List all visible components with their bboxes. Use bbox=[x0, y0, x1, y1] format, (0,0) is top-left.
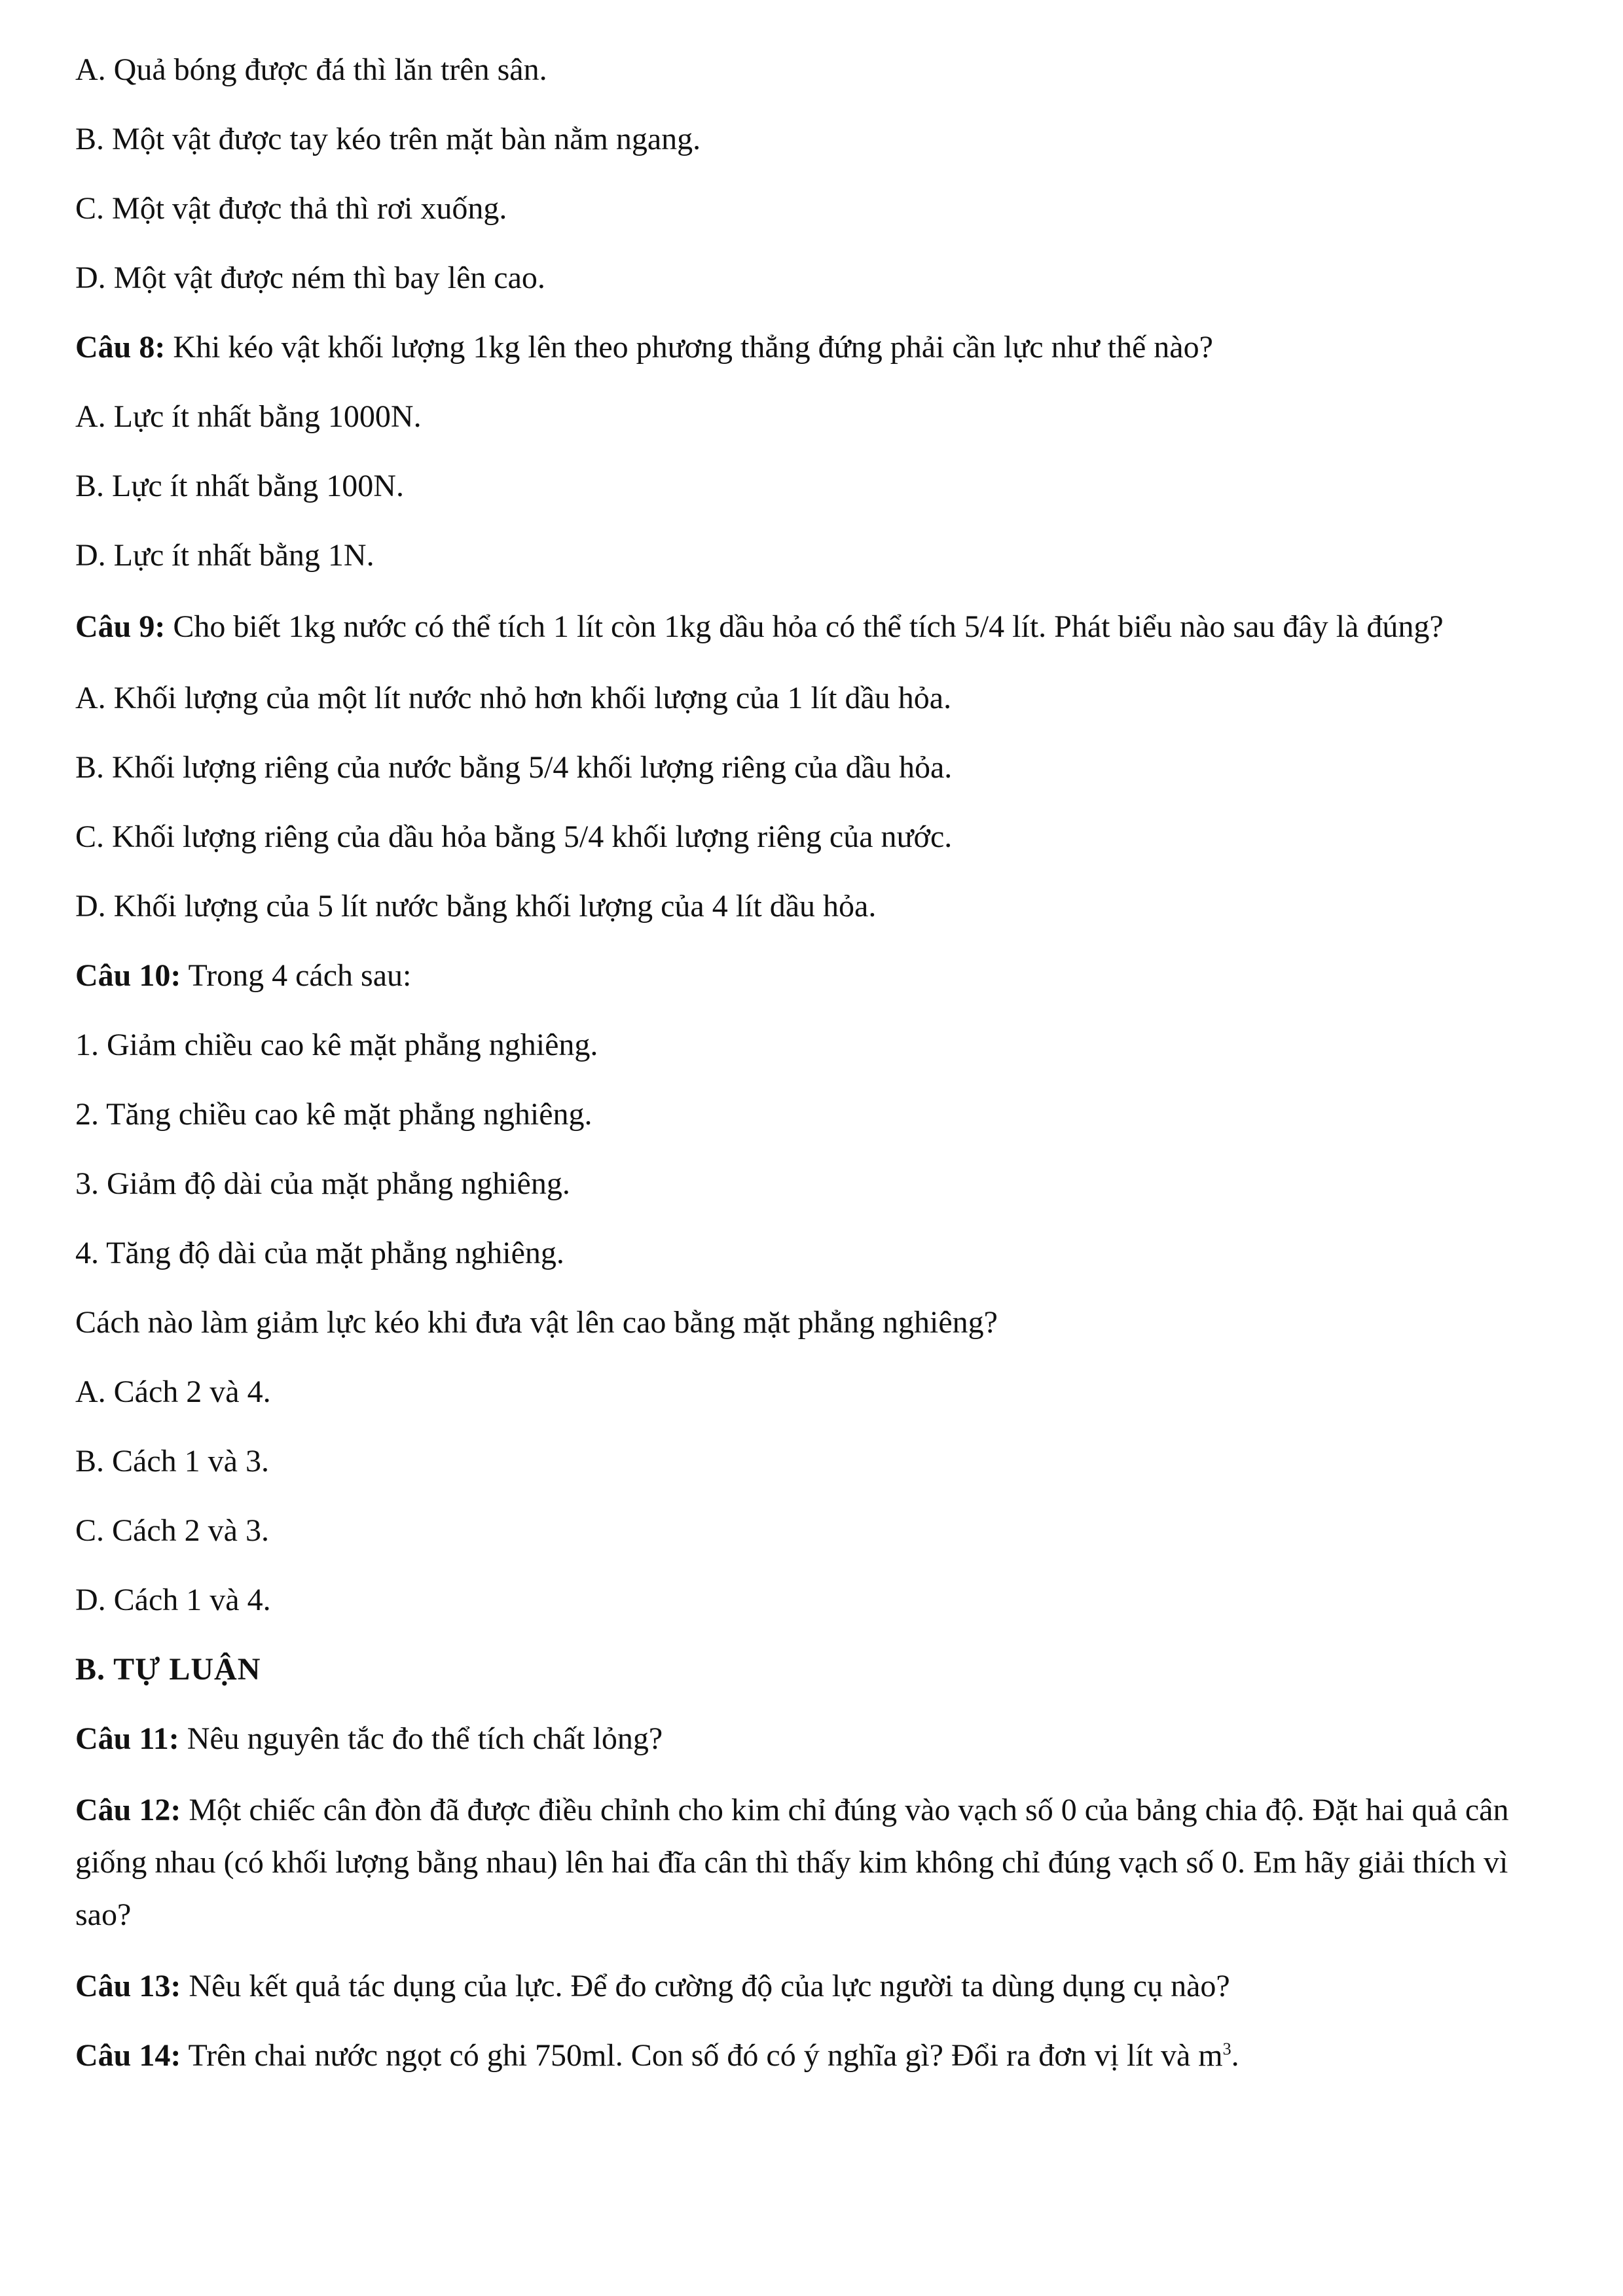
question-9-label: Câu 9: bbox=[75, 609, 166, 644]
q10-option-a: A. Cách 2 và 4. bbox=[75, 1374, 271, 1409]
question-11 bbox=[75, 1715, 1548, 1763]
question-14-end: . bbox=[1231, 2038, 1239, 2073]
question-9 bbox=[75, 601, 1548, 653]
question-8-text: Khi kéo vật khối lượng 1kg lên theo phương thẳng đứng phải cần lực như thế nào? bbox=[165, 330, 1213, 365]
q9-option-b: B. Khối lượng riêng của nước bằng 5/4 khối lượng riêng của dầu hỏa. bbox=[75, 750, 953, 785]
q10-option-b: B. Cách 1 và 3. bbox=[75, 1444, 269, 1479]
question-11-label: Câu 11: bbox=[75, 1721, 179, 1756]
question-10-text: Trong 4 cách sau: bbox=[181, 958, 412, 993]
q8-option-a: A. Lực ít nhất bằng 1000N. bbox=[75, 399, 422, 434]
q10-option-d: D. Cách 1 và 4. bbox=[75, 1583, 271, 1617]
q10-method-3: 3. Giảm độ dài của mặt phẳng nghiêng. bbox=[75, 1166, 570, 1201]
q9-option-a: A. Khối lượng của một lít nước nhỏ hơn khối lượng của 1 lít dầu hỏa. bbox=[75, 681, 952, 715]
section-b-heading: B. TỰ LUẬN bbox=[75, 1652, 261, 1687]
q10-method-2: 2. Tăng chiều cao kê mặt phẳng nghiêng. bbox=[75, 1097, 593, 1132]
question-14-label: Câu 14: bbox=[75, 2038, 181, 2073]
question-8 bbox=[75, 323, 1548, 372]
question-11-text: Nêu nguyên tắc đo thể tích chất lỏng? bbox=[179, 1721, 663, 1756]
document-page bbox=[75, 46, 1548, 2101]
question-13-label: Câu 13: bbox=[75, 1969, 181, 2003]
question-9-text: Cho biết 1kg nước có thể tích 1 lít còn 1kg dầu hỏa có thể tích 5/4 lít. Phát biểu nào sau đây là đúng? bbox=[165, 609, 1444, 644]
question-10 bbox=[75, 952, 1548, 1000]
question-8-label: Câu 8: bbox=[75, 330, 166, 365]
q10-option-c: C. Cách 2 và 3. bbox=[75, 1513, 269, 1548]
q7-option-c: C. Một vật được thả thì rơi xuống. bbox=[75, 191, 507, 226]
question-12-label: Câu 12: bbox=[75, 1793, 181, 1827]
question-13 bbox=[75, 1962, 1548, 2011]
question-10-label: Câu 10: bbox=[75, 958, 181, 993]
q8-option-d: D. Lực ít nhất bằng 1N. bbox=[75, 538, 374, 573]
question-12 bbox=[75, 1784, 1548, 1941]
q7-option-a: A. Quả bóng được đá thì lăn trên sân. bbox=[75, 52, 547, 87]
q9-option-c: C. Khối lượng riêng của dầu hỏa bằng 5/4 khối lượng riêng của nước. bbox=[75, 819, 953, 854]
q10-method-4: 4. Tăng độ dài của mặt phẳng nghiêng. bbox=[75, 1236, 564, 1270]
question-13-text: Nêu kết quả tác dụng của lực. Để đo cường độ của lực người ta dùng dụng cụ nào? bbox=[181, 1969, 1230, 2003]
cubic-superscript: 3 bbox=[1222, 2039, 1231, 2058]
question-12-text: Một chiếc cân đòn đã được điều chỉnh cho kim chỉ đúng vào vạch số 0 của bảng chia độ. Đặt hai quả cân giống nhau (có khối lượng bằng nhau) lên hai đĩa cân thì thấy kim không chỉ đúng vạch số 0. Em hãy giải thích vì sao? bbox=[75, 1793, 1509, 1932]
q9-option-d: D. Khối lượng của 5 lít nước bằng khối lượng của 4 lít dầu hỏa. bbox=[75, 889, 877, 924]
q7-option-b: B. Một vật được tay kéo trên mặt bàn nằm ngang. bbox=[75, 122, 701, 156]
question-14-text: Trên chai nước ngọt có ghi 750ml. Con số đó có ý nghĩa gì? Đổi ra đơn vị lít và m bbox=[181, 2038, 1223, 2073]
q8-option-b: B. Lực ít nhất bằng 100N. bbox=[75, 469, 404, 503]
q10-question: Cách nào làm giảm lực kéo khi đưa vật lên cao bằng mặt phẳng nghiêng? bbox=[75, 1305, 998, 1340]
q7-option-d: D. Một vật được ném thì bay lên cao. bbox=[75, 260, 545, 295]
question-14 bbox=[75, 2032, 1548, 2080]
q10-method-1: 1. Giảm chiều cao kê mặt phẳng nghiêng. bbox=[75, 1028, 598, 1062]
